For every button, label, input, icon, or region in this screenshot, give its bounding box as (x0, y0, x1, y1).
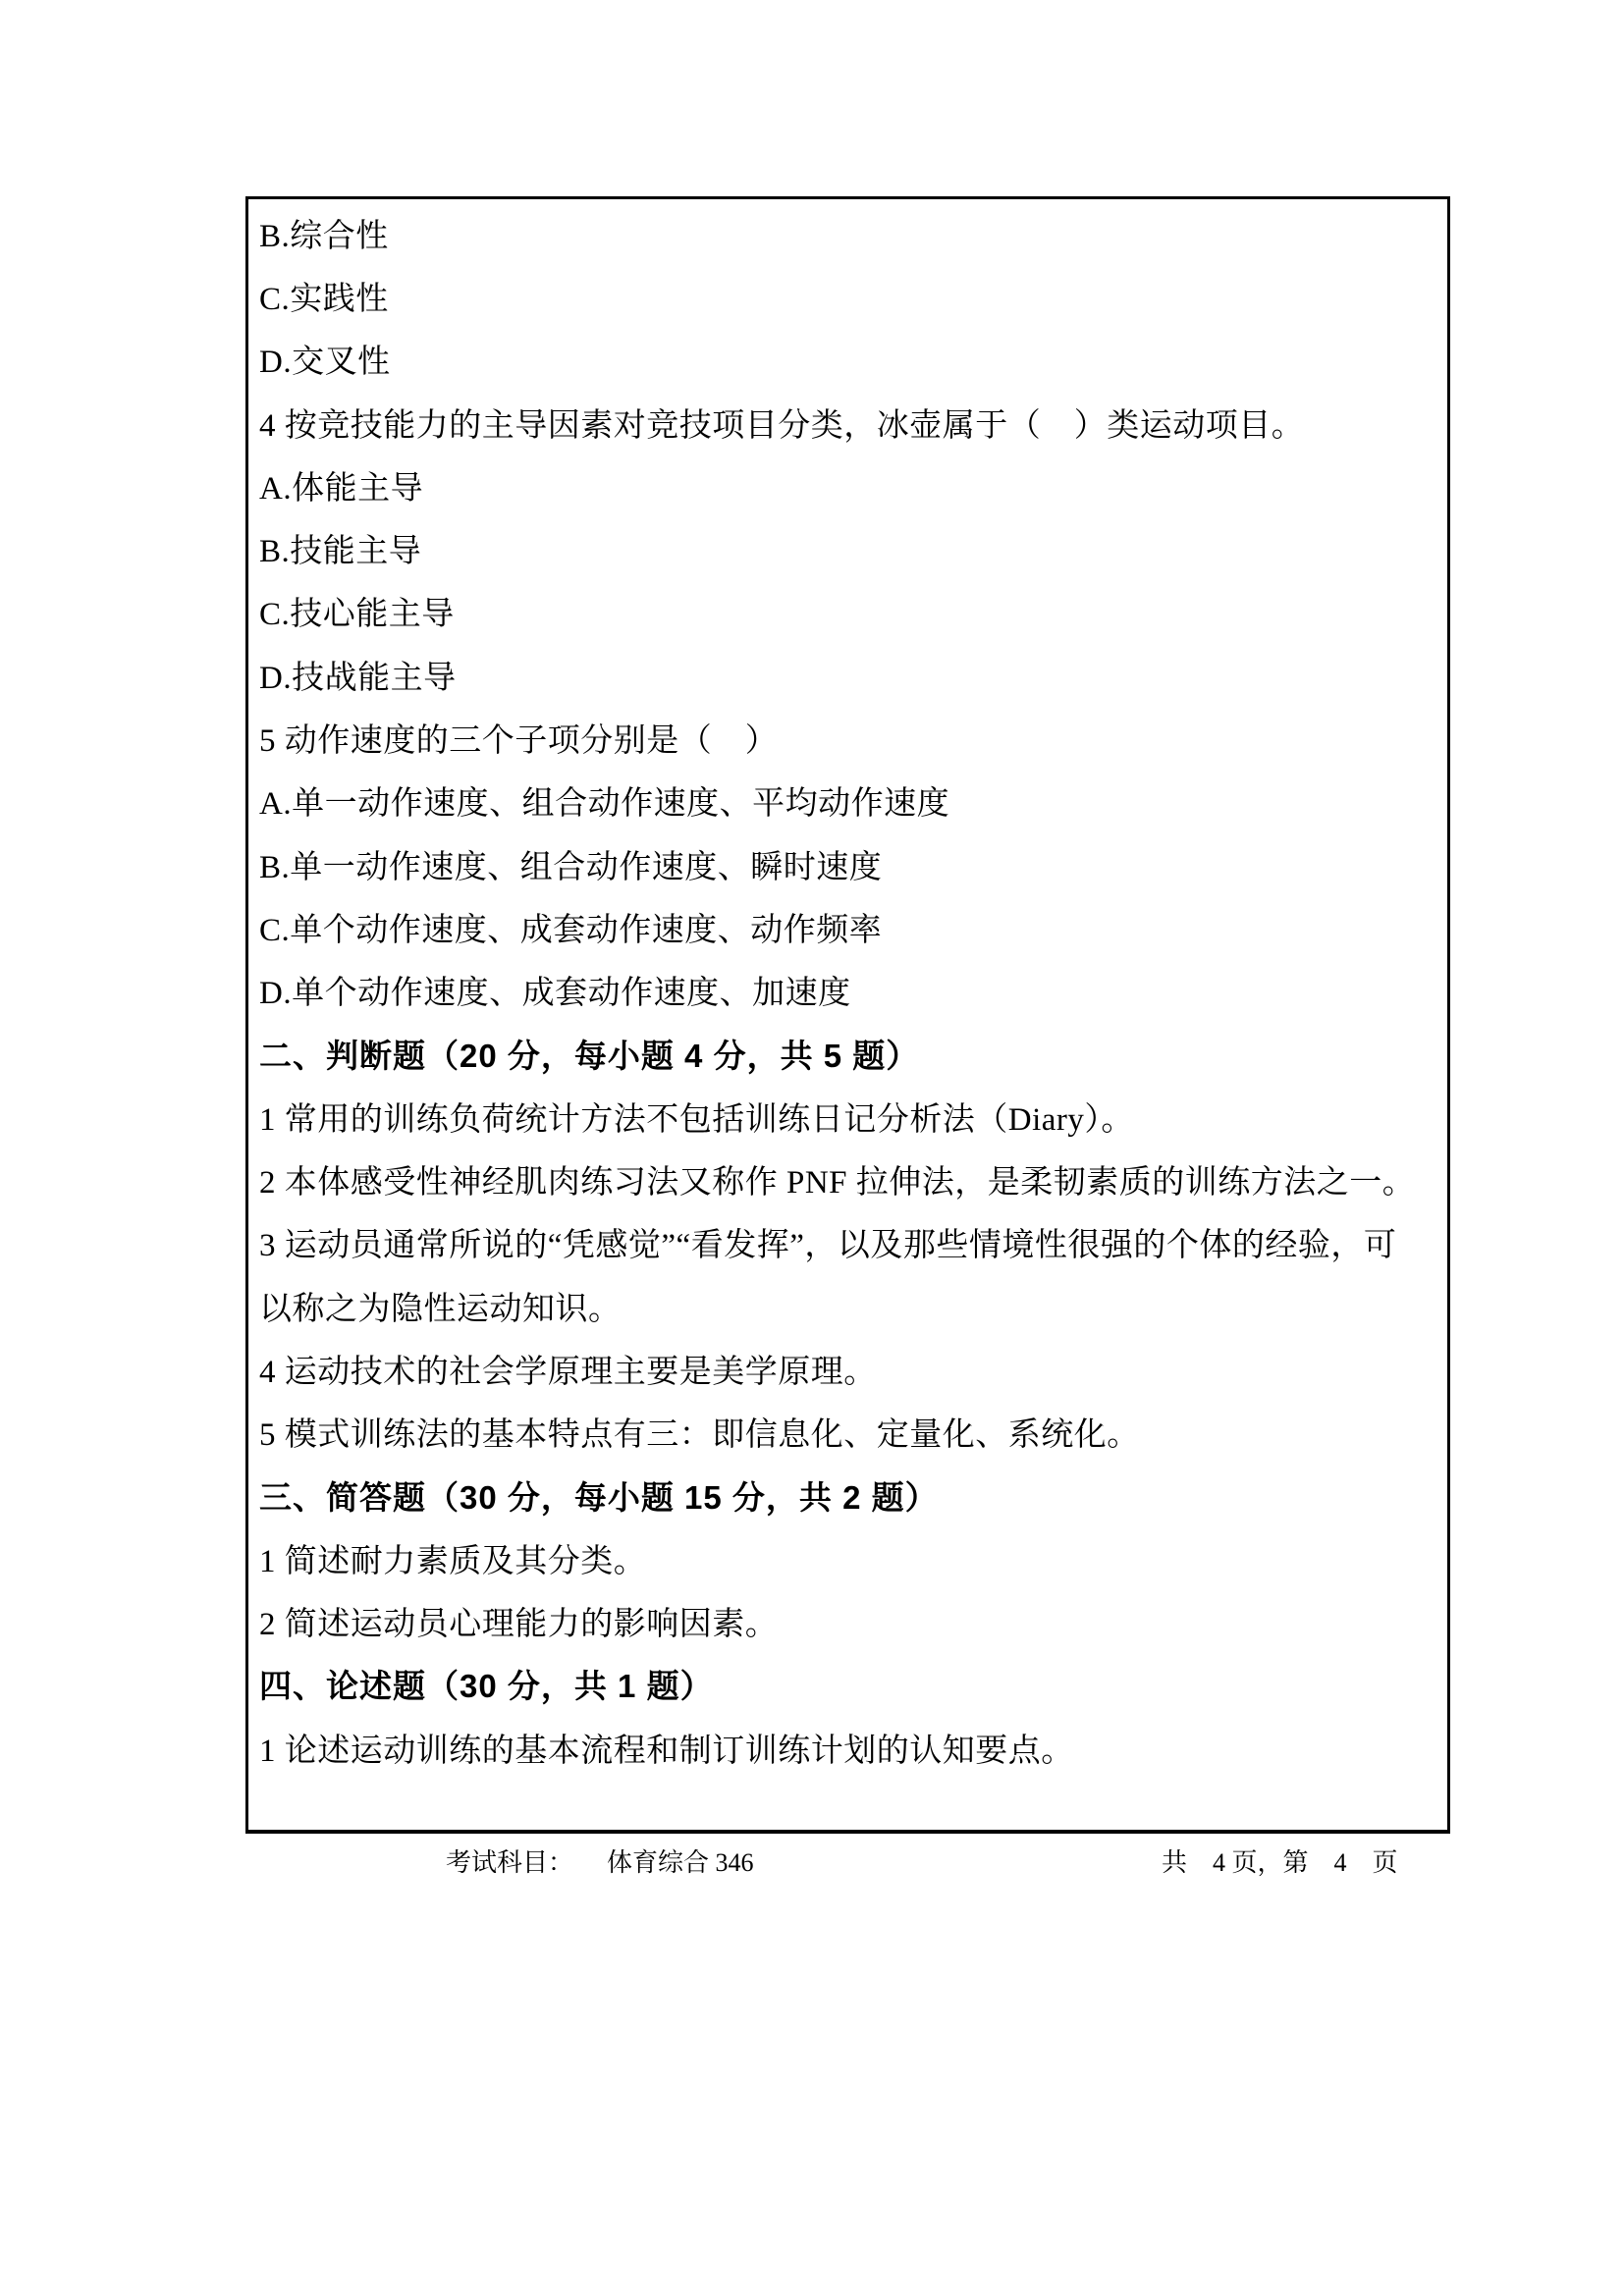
line-question: 1 简述耐力素质及其分类。 (259, 1543, 647, 1579)
question-area-border (245, 196, 1450, 1834)
line-choice: C.单个动作速度、成套动作速度、动作频率 (259, 912, 883, 948)
line-section-heading: 二、判断题（20 分，每小题 4 分，共 5 题） (259, 1037, 920, 1074)
line-question: 3 运动员通常所说的“凭感觉”“看发挥”，以及那些情境性很强的个体的经验，可 (259, 1228, 1397, 1264)
line-section-heading: 三、简答题（30 分，每小题 15 分，共 2 题） (259, 1478, 939, 1516)
exam-subject-label: 考试科目： (446, 1848, 574, 1877)
line-question: 2 本体感受性神经肌肉练习法又称作 PNF 拉伸法，是柔韧素质的训练方法之一。 (259, 1165, 1416, 1201)
line-choice: D.交叉性 (259, 345, 391, 381)
line-question: 1 常用的训练负荷统计方法不包括训练日记分析法（Diary）。 (259, 1101, 1134, 1138)
question-lines (259, 201, 1435, 1779)
line-choice: A.体能主导 (259, 470, 424, 507)
line-choice: C.实践性 (259, 281, 389, 317)
page-number-info: 共 4 页，第 4 页 (1162, 1848, 1398, 1877)
line-question: 1 论述运动训练的基本流程和制订训练计划的认知要点。 (259, 1733, 1074, 1769)
line-section-heading: 四、论述题（30 分，共 1 题） (259, 1668, 714, 1705)
line-choice: D.技战能主导 (259, 660, 457, 696)
line-question: 4 按竞技能力的主导因素对竞技项目分类，冰壶属于（ ）类运动项目。 (259, 407, 1305, 444)
line-choice: B.单一动作速度、组合动作速度、瞬时速度 (259, 849, 883, 885)
line-continuation: 以称之为隐性运动知识。 (259, 1291, 622, 1327)
page-footer (0, 1843, 1624, 1883)
line-choice: D.单个动作速度、成套动作速度、加速度 (259, 976, 851, 1012)
line-choice: A.单一动作速度、组合动作速度、平均动作速度 (259, 786, 950, 823)
line-choice: B.综合性 (259, 218, 389, 254)
line-choice: B.技能主导 (259, 534, 422, 570)
line-question: 5 模式训练法的基本特点有三：即信息化、定量化、系统化。 (259, 1417, 1140, 1454)
exam-subject-value: 体育综合 346 (607, 1848, 754, 1877)
line-question: 5 动作速度的三个子项分别是（ ） (259, 723, 779, 760)
line-choice: C.技心能主导 (259, 597, 455, 633)
line-question: 4 运动技术的社会学原理主要是美学原理。 (259, 1354, 877, 1390)
line-question: 2 简述运动员心理能力的影响因素。 (259, 1607, 779, 1643)
